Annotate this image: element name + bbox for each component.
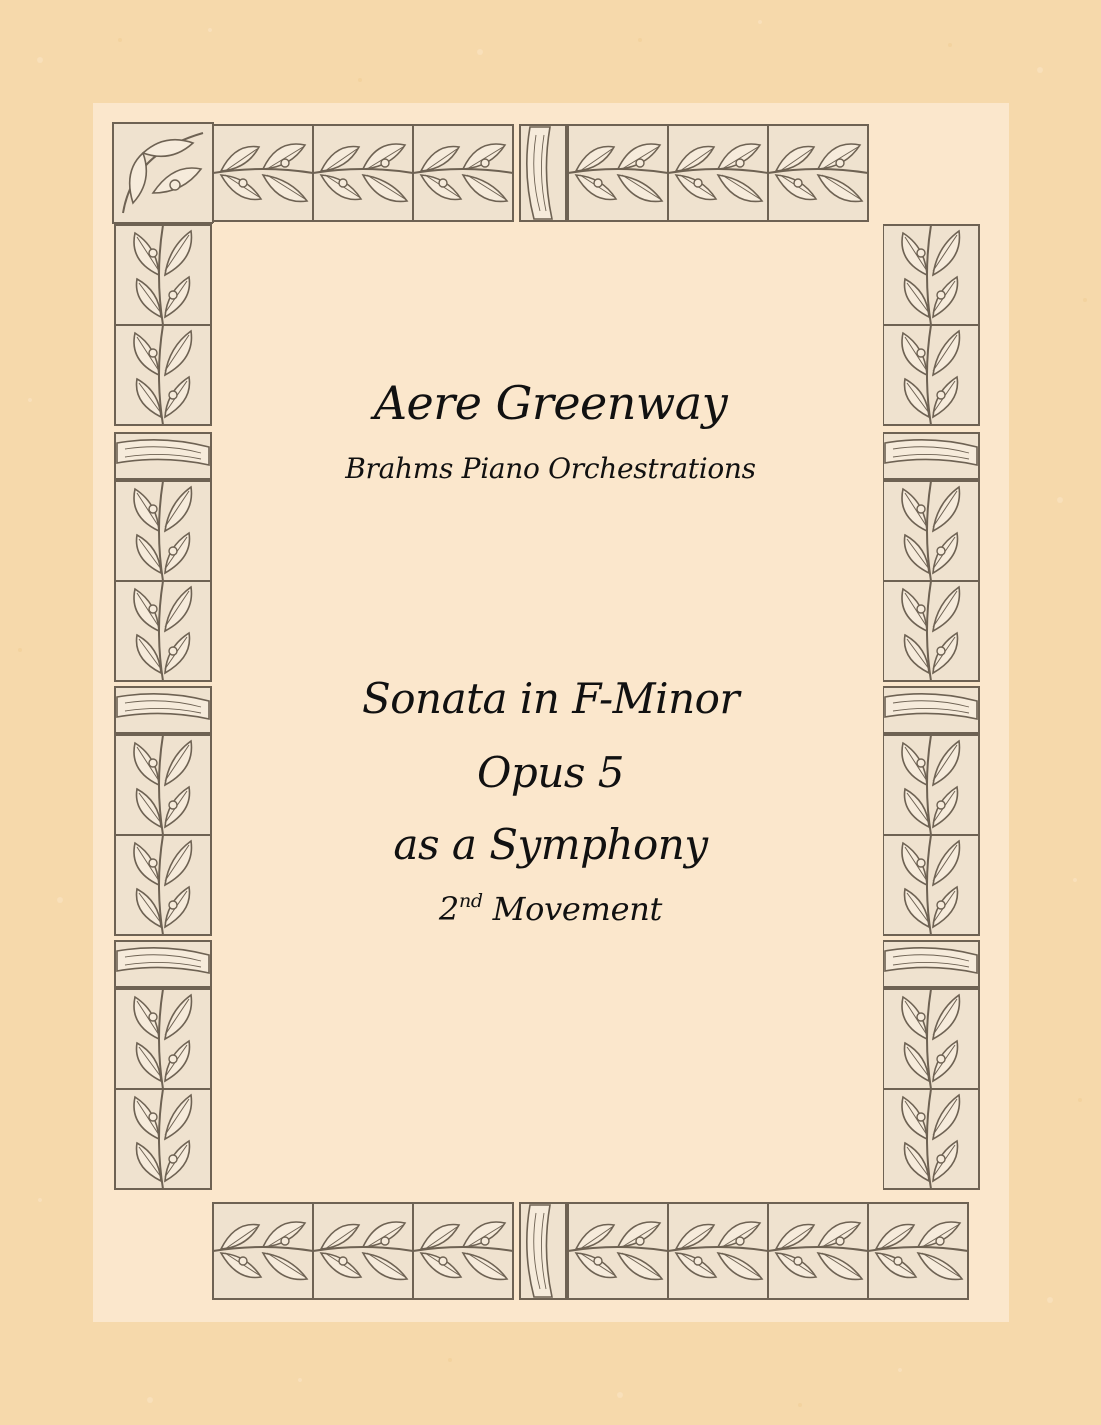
movement-label	[0, 890, 1101, 928]
border-top	[113, 123, 1009, 223]
border-bottom	[113, 1203, 968, 1322]
collection-title: Brahms Piano Orchestrations	[345, 452, 756, 485]
work-title: Sonata in F-Minor	[361, 674, 740, 723]
movement-ordinal-suffix: nd	[458, 890, 483, 912]
composer-name: Aere Greenway	[373, 376, 728, 430]
work-form: as a Symphony	[393, 820, 708, 869]
work-opus: Opus 5	[477, 748, 624, 797]
movement-number: 2	[438, 890, 459, 928]
movement-word: Movement	[492, 890, 663, 928]
